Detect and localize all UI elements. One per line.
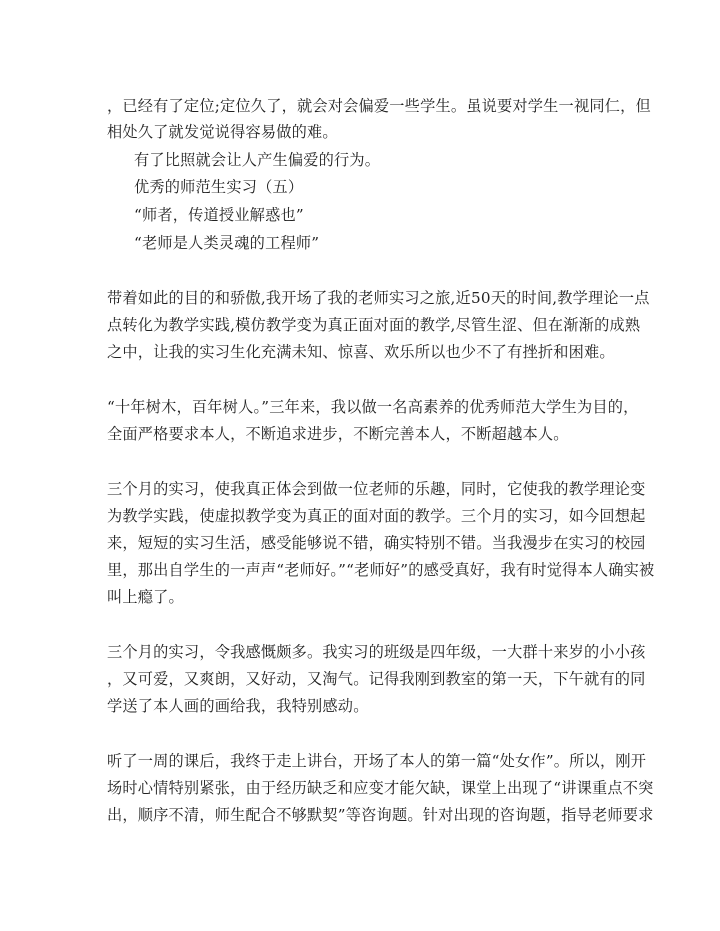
paragraph-line: 之中，让我的实习生化充满未知、惊喜、欢乐所以也少不了有挫折和困难。 <box>107 343 615 361</box>
paragraph-line: 三个月的实习，令我感慨颇多。我实习的班级是四年级，一大群十来岁的小小孩 <box>107 643 646 661</box>
indented-line: 有了比照就会让人产生偏爱的行为。 <box>134 151 381 169</box>
paragraph-line: 来，短短的实习生活，感受能够说不错，确实特别不错。当我漫步在实习的校园 <box>107 534 646 552</box>
quote-line: “老师是人类灵魂的工程师” <box>134 234 320 252</box>
paragraph-line: 带着如此的目的和骄傲,我开场了我的老师实习之旅,近50天的时间,教学理论一点 <box>107 289 650 307</box>
quote-line: “师者，传道授业解惑也” <box>134 206 304 224</box>
paragraph-line: 里，那出自学生的一声声“老师好。”“老师好”的感受真好，我有时觉得本人确实被 <box>107 561 655 579</box>
paragraph-line: 出，顺序不清，师生配合不够默契”等咨询题。针对出现的咨询题，指导老师要求 <box>107 806 654 824</box>
intro-line: 相处久了就发觉说得容易做的难。 <box>107 123 338 141</box>
intro-line: ，已经有了定位;定位久了，就会对会偏爱一些学生。虽说要对学生一视同仁，但 <box>107 97 651 115</box>
paragraph-line: 听了一周的课后，我终于走上讲台，开场了本人的第一篇“处女作”。所以，刚开 <box>107 752 647 770</box>
paragraph-line: 三个月的实习，使我真正体会到做一位老师的乐趣，同时，它使我的教学理论变 <box>107 480 646 498</box>
paragraph-line: 全面严格要求本人，不断追求进步，不断完善本人，不断超越本人。 <box>107 425 569 443</box>
paragraph-line: ，又可爱，又爽朗，又好动，又淘气。记得我刚到教室的第一天，下午就有的同 <box>107 670 646 688</box>
paragraph-line: 场时心情特别紧张，由于经历缺乏和应变才能欠缺，课堂上出现了“讲课重点不突 <box>107 779 654 797</box>
paragraph-line: 为教学实践，使虚拟教学变为真正的面对面的教学。三个月的实习，如今回想起 <box>107 507 646 525</box>
paragraph-line: 叫上瘾了。 <box>107 588 184 606</box>
paragraph-line: 点转化为教学实践,模仿教学变为真正面对面的教学,尽管生涩、但在渐渐的成熟 <box>107 316 641 334</box>
section-title: 优秀的师范生实习（五） <box>134 178 304 196</box>
paragraph-line: “十年树木，百年树人。”三年来，我以做一名高素养的优秀师范大学生为目的， <box>107 398 639 416</box>
paragraph-line: 学送了本人画的画给我，我特别感动。 <box>107 697 369 715</box>
